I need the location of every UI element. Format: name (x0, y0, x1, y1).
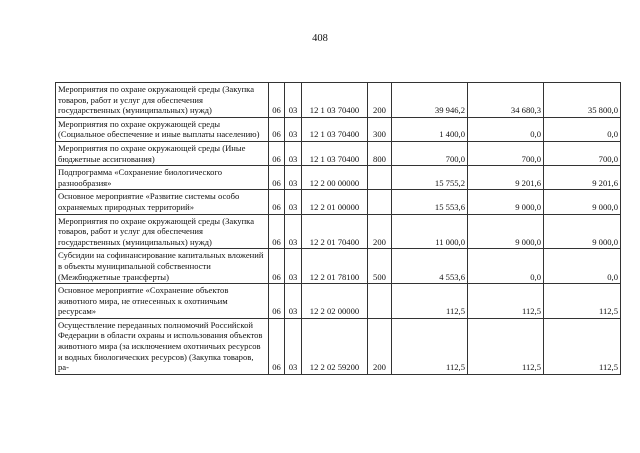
expense-type-cell: 800 (368, 141, 392, 165)
expense-type-cell: 200 (368, 83, 392, 118)
subsection-code-cell: 03 (285, 83, 302, 118)
row-name-cell: Мероприятия по охране окружающей среды (Иные бюджетные ассигнования) (56, 141, 269, 165)
subsection-code-cell: 03 (285, 190, 302, 214)
section-code-cell: 06 (269, 190, 285, 214)
section-code-cell: 06 (269, 284, 285, 319)
amount-year2-cell: 0,0 (468, 117, 544, 141)
row-name-cell: Мероприятия по охране окружающей среды (Закупка товаров, работ и услуг для обеспечения государственных (муниципальных) нужд) (56, 214, 269, 249)
row-name-cell: Мероприятия по охране окружающей среды (Социальное обеспечение и иные выплаты населению) (56, 117, 269, 141)
expense-type-cell (368, 284, 392, 319)
table-row (56, 249, 621, 284)
expense-type-cell: 200 (368, 318, 392, 374)
subsection-code-cell: 03 (285, 141, 302, 165)
budget-table (55, 82, 621, 375)
amount-year2-cell: 9 000,0 (468, 214, 544, 249)
amount-year1-cell: 39 946,2 (392, 83, 468, 118)
section-code-cell: 06 (269, 214, 285, 249)
section-code-cell: 06 (269, 141, 285, 165)
subsection-code-cell: 03 (285, 249, 302, 284)
target-article-cell: 12 1 03 70400 (302, 117, 368, 141)
amount-year3-cell: 112,5 (544, 284, 621, 319)
amount-year2-cell: 112,5 (468, 318, 544, 374)
table-row (56, 117, 621, 141)
expense-type-cell: 500 (368, 249, 392, 284)
row-name-cell: Основное мероприятие «Сохранение объектов животного мира, не отнесенных к охотничьим ресурсам» (56, 284, 269, 319)
target-article-cell: 12 2 01 70400 (302, 214, 368, 249)
amount-year2-cell: 700,0 (468, 141, 544, 165)
target-article-cell: 12 2 01 78100 (302, 249, 368, 284)
amount-year2-cell: 0,0 (468, 249, 544, 284)
target-article-cell: 12 2 02 00000 (302, 284, 368, 319)
amount-year3-cell: 9 000,0 (544, 190, 621, 214)
amount-year1-cell: 11 000,0 (392, 214, 468, 249)
row-name-cell: Подпрограмма «Сохранение биологического разнообразия» (56, 166, 269, 190)
row-name-cell: Основное мероприятие «Развитие системы особо охраняемых природных территорий» (56, 190, 269, 214)
amount-year1-cell: 700,0 (392, 141, 468, 165)
amount-year3-cell: 0,0 (544, 117, 621, 141)
section-code-cell: 06 (269, 249, 285, 284)
row-name-cell: Субсидии на софинансирование капитальных вложений в объекты муниципальной собственности (Межбюджетные трансферты) (56, 249, 269, 284)
amount-year2-cell: 34 680,3 (468, 83, 544, 118)
subsection-code-cell: 03 (285, 166, 302, 190)
table-row (56, 141, 621, 165)
target-article-cell: 12 1 03 70400 (302, 141, 368, 165)
page-number: 408 (312, 33, 328, 44)
target-article-cell: 12 2 00 00000 (302, 166, 368, 190)
table-row (56, 318, 621, 374)
amount-year2-cell: 9 000,0 (468, 190, 544, 214)
amount-year1-cell: 4 553,6 (392, 249, 468, 284)
amount-year1-cell: 15 553,6 (392, 190, 468, 214)
amount-year3-cell: 35 800,0 (544, 83, 621, 118)
amount-year3-cell: 9 000,0 (544, 214, 621, 249)
table-row (56, 284, 621, 319)
amount-year1-cell: 15 755,2 (392, 166, 468, 190)
section-code-cell: 06 (269, 166, 285, 190)
section-code-cell: 06 (269, 117, 285, 141)
amount-year3-cell: 9 201,6 (544, 166, 621, 190)
amount-year3-cell: 112,5 (544, 318, 621, 374)
table-row (56, 166, 621, 190)
subsection-code-cell: 03 (285, 284, 302, 319)
expense-type-cell: 200 (368, 214, 392, 249)
amount-year2-cell: 112,5 (468, 284, 544, 319)
table-row (56, 190, 621, 214)
row-name-cell: Мероприятия по охране окружающей среды (Закупка товаров, работ и услуг для обеспечения государственных (муниципальных) нужд) (56, 83, 269, 118)
amount-year1-cell: 112,5 (392, 284, 468, 319)
target-article-cell: 12 1 03 70400 (302, 83, 368, 118)
amount-year3-cell: 0,0 (544, 249, 621, 284)
subsection-code-cell: 03 (285, 117, 302, 141)
section-code-cell: 06 (269, 318, 285, 374)
expense-type-cell: 300 (368, 117, 392, 141)
amount-year3-cell: 700,0 (544, 141, 621, 165)
amount-year1-cell: 112,5 (392, 318, 468, 374)
subsection-code-cell: 03 (285, 318, 302, 374)
target-article-cell: 12 2 02 59200 (302, 318, 368, 374)
amount-year2-cell: 9 201,6 (468, 166, 544, 190)
table-row (56, 214, 621, 249)
target-article-cell: 12 2 01 00000 (302, 190, 368, 214)
amount-year1-cell: 1 400,0 (392, 117, 468, 141)
expense-type-cell (368, 166, 392, 190)
expense-type-cell (368, 190, 392, 214)
section-code-cell: 06 (269, 83, 285, 118)
row-name-cell: Осуществление переданных полномочий Российской Федерации в области охраны и использования объектов животного мира (за исключением охотничьих ресурсов и водных биологических ресурсов) (Закупка товаров, ра- (56, 318, 269, 374)
subsection-code-cell: 03 (285, 214, 302, 249)
table-row (56, 83, 621, 118)
